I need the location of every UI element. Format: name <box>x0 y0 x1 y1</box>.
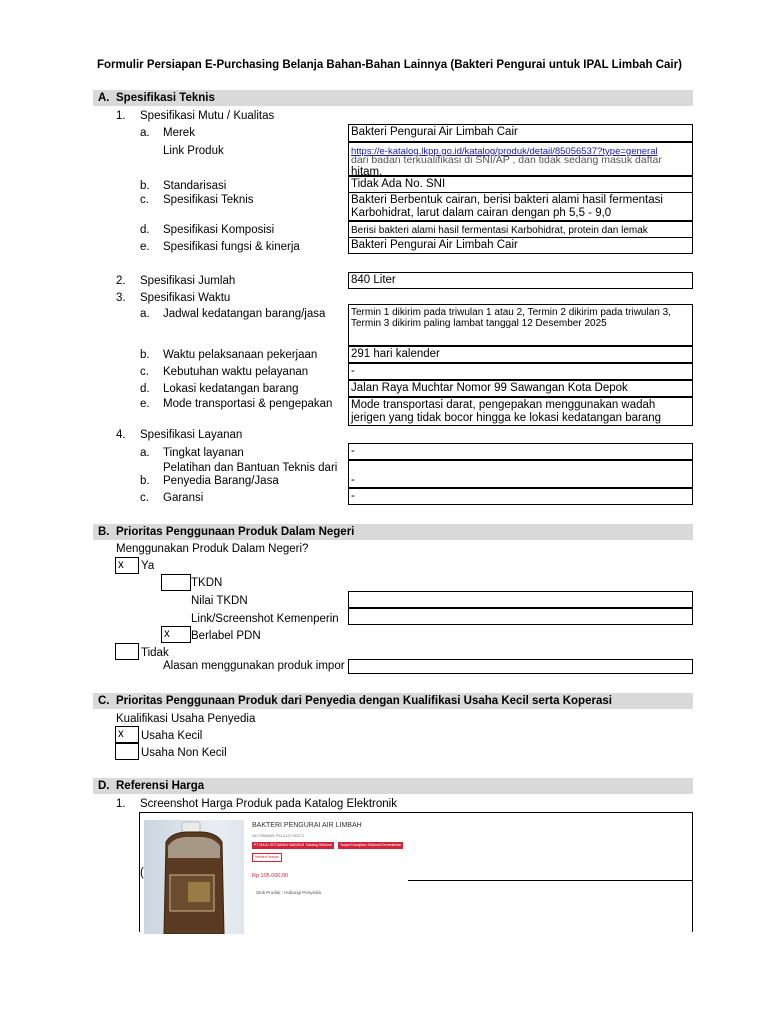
transport-field[interactable]: Mode transportasi darat, pengepakan menggunakan wadah jerigen yang tidak bocor hingga ke lokasi kedatangan barang <box>348 397 693 426</box>
ya-label: Ya <box>141 560 155 572</box>
lokasi-field[interactable]: Jalan Raya Muchtar Nomor 99 Sawangan Kota Depok <box>348 380 693 397</box>
jumlah-field[interactable]: 840 Liter <box>348 272 693 289</box>
item-number: 4. <box>116 429 126 441</box>
sub-letter: d. <box>140 224 150 236</box>
sub-letter: c. <box>140 194 149 206</box>
sub-letter: b. <box>140 475 150 487</box>
frame-divider <box>408 880 693 881</box>
item-number: 1. <box>116 110 126 122</box>
pelaksanaan-label: Waktu pelaksanaan pekerjaan <box>163 349 318 361</box>
merek-field[interactable]: Bakteri Pengurai Air Limbah Cair <box>348 124 693 142</box>
pdn-checkbox[interactable]: x <box>161 626 191 643</box>
usaha-nonkecil-checkbox[interactable] <box>115 743 139 760</box>
fungsi-label: Spesifikasi fungsi & kinerja <box>163 241 300 253</box>
shot-katalog-badge: Katalog Sektoral <box>306 843 332 847</box>
tidak-checkbox[interactable] <box>115 643 139 660</box>
sub-letter: d. <box>140 383 150 395</box>
shot-stock: Stok Produk : Hubungi Penyedia <box>256 890 322 895</box>
usaha-kecil-checkbox[interactable]: x <box>115 726 139 743</box>
nilai-tkdn-field[interactable] <box>348 591 693 608</box>
pelatihan-label: Pelatihan dan Bantuan Teknis dari <box>163 462 338 474</box>
section-b-header <box>93 524 693 540</box>
pelatihan-label-2: Penyedia Barang/Jasa <box>163 475 279 487</box>
usaha-kecil-label: Usaha Kecil <box>141 730 203 742</box>
section-b-label: Prioritas Penggunaan Produk Dalam Negeri <box>116 526 355 538</box>
tingkat-field[interactable]: - <box>348 443 693 460</box>
jadwal-field[interactable]: Termin 1 dikirim pada triwulan 1 atau 2, Termin 2 dikirim pada triwulan 3, Termin 3 dikirim paling lambat tanggal 12 Desember 2025 <box>348 304 693 346</box>
shot-title: BAKTERI PENGURAI AIR LIMBAH <box>252 822 362 829</box>
link-field[interactable] <box>348 142 693 176</box>
pelayanan-field[interactable]: - <box>348 363 693 380</box>
transport-label: Mode transportasi & pengepakan <box>163 398 333 410</box>
fungsi-field[interactable]: Bakteri Pengurai Air Limbah Cair <box>348 237 693 254</box>
ya-checkbox[interactable]: x <box>115 557 139 574</box>
frame-top <box>139 812 693 813</box>
section-d-letter: D. <box>98 780 110 792</box>
jadwal-label: Jadwal kedatangan barang/jasa <box>163 308 326 320</box>
teknis-field[interactable]: Bakteri Berbentuk cairan, berisi bakteri alami hasil fermentasi Karbohidrat, larut dalam cairan dengan ph 5,5 - 9,0 <box>348 192 693 221</box>
page-title: Formulir Persiapan E-Purchasing Belanja Bahan-Bahan Lainnya (Bakteri Pengurai untuk IPAL Limbah Cair) <box>97 59 682 71</box>
jumlah-label: Spesifikasi Jumlah <box>140 275 236 287</box>
shot-sektoral-badge: Tanpa Kewajiban Sektoral Kementerian <box>340 843 402 847</box>
sub-letter: a. <box>140 308 150 320</box>
waktu-label: Spesifikasi Waktu <box>140 292 231 304</box>
tidak-label: Tidak <box>141 647 169 659</box>
section-b-letter: B. <box>98 526 110 538</box>
product-photo <box>144 820 244 934</box>
section-c-header <box>93 693 693 709</box>
garansi-label: Garansi <box>163 492 204 504</box>
section-d-header <box>93 778 693 794</box>
kemenperin-field[interactable] <box>348 608 693 625</box>
pelaksanaan-field[interactable]: 291 hari kalender <box>348 346 693 363</box>
merek-label: Merek <box>163 127 195 139</box>
standar-field[interactable]: Tidak Ada No. SNI <box>348 176 693 193</box>
alasan-field[interactable] <box>348 659 693 674</box>
pdn-question: Menggunakan Produk Dalam Negeri? <box>116 543 309 555</box>
nilai-tkdn-label: Nilai TKDN <box>191 595 248 607</box>
section-a-letter: A. <box>98 92 110 104</box>
sub-letter: e. <box>140 398 150 410</box>
layanan-label: Spesifikasi Layanan <box>140 429 243 441</box>
sub-letter: b. <box>140 180 150 192</box>
frame-right <box>692 812 693 932</box>
jerrycan-icon <box>144 820 244 934</box>
section-c-letter: C. <box>98 695 110 707</box>
screenshot-label: Screenshot Harga Produk pada Katalog Elektronik <box>140 798 397 810</box>
komposisi-field[interactable]: Berisi bakteri alami hasil fermentasi Karbohidrat, protein dan lemak <box>348 221 693 238</box>
tkdn-checkbox[interactable] <box>161 574 191 591</box>
pelayanan-label: Kebutuhan waktu pelayanan <box>163 366 309 378</box>
shot-vendor-badge: PT MAJU SETIAWAN MAKMUR <box>254 843 305 847</box>
komposisi-label: Spesifikasi Komposisi <box>163 224 275 236</box>
section-a-header <box>93 90 693 106</box>
item-number: 2. <box>116 275 126 287</box>
section-d-label: Referensi Harga <box>116 780 205 792</box>
product-link[interactable]: https://e-katalog.lkpp.go.id/katalog/produk/detail/85056537?type=general <box>351 146 658 157</box>
section-a-label: Spesifikasi Teknis <box>116 92 215 104</box>
item-number: 3. <box>116 292 126 304</box>
sub-letter: e. <box>140 241 150 253</box>
tingkat-label: Tingkat layanan <box>163 447 244 459</box>
item-number: 1. <box>116 798 126 810</box>
sub-letter: c. <box>140 492 149 504</box>
ukm-question: Kualifikasi Usaha Penyedia <box>116 713 256 725</box>
shot-verified-badge: Verified Vendor <box>252 853 282 862</box>
shot-price: Rp 105.000,00 <box>252 873 289 879</box>
shot-code: 4417068899-FSL3137-96271 <box>252 833 305 838</box>
section-c-label: Prioritas Penggunaan Produk dari Penyedia dengan Kualifikasi Usaha Kecil serta Koperasi <box>116 695 612 707</box>
link-overflow-text: dari badan terkualifikasi di SNI/AP , dan tidak sedang masuk daftar <box>351 154 662 166</box>
pdn-label: Berlabel PDN <box>191 630 261 642</box>
tkdn-label: TKDN <box>191 577 223 589</box>
usaha-nonkecil-label: Usaha Non Kecil <box>141 747 227 759</box>
product-screenshot <box>144 820 408 934</box>
sub-letter: a. <box>140 127 150 139</box>
teknis-label: Spesifikasi Teknis <box>163 194 254 206</box>
lokasi-label: Lokasi kedatangan barang <box>163 383 299 395</box>
sub-letter: b. <box>140 349 150 361</box>
sub-letter: c. <box>140 366 149 378</box>
sub-letter: a. <box>140 447 150 459</box>
link-overflow-text-2: hitam. <box>351 166 383 176</box>
pelatihan-field[interactable]: - <box>348 460 693 488</box>
link-label: Link Produk <box>163 145 224 157</box>
garansi-field[interactable]: - <box>348 488 693 505</box>
mutu-label: Spesifikasi Mutu / Kualitas <box>140 110 275 122</box>
standar-label: Standarisasi <box>163 180 227 192</box>
kemenperin-label: Link/Screenshot Kemenperin <box>191 613 339 625</box>
alasan-label: Alasan menggunakan produk impor <box>163 660 345 672</box>
